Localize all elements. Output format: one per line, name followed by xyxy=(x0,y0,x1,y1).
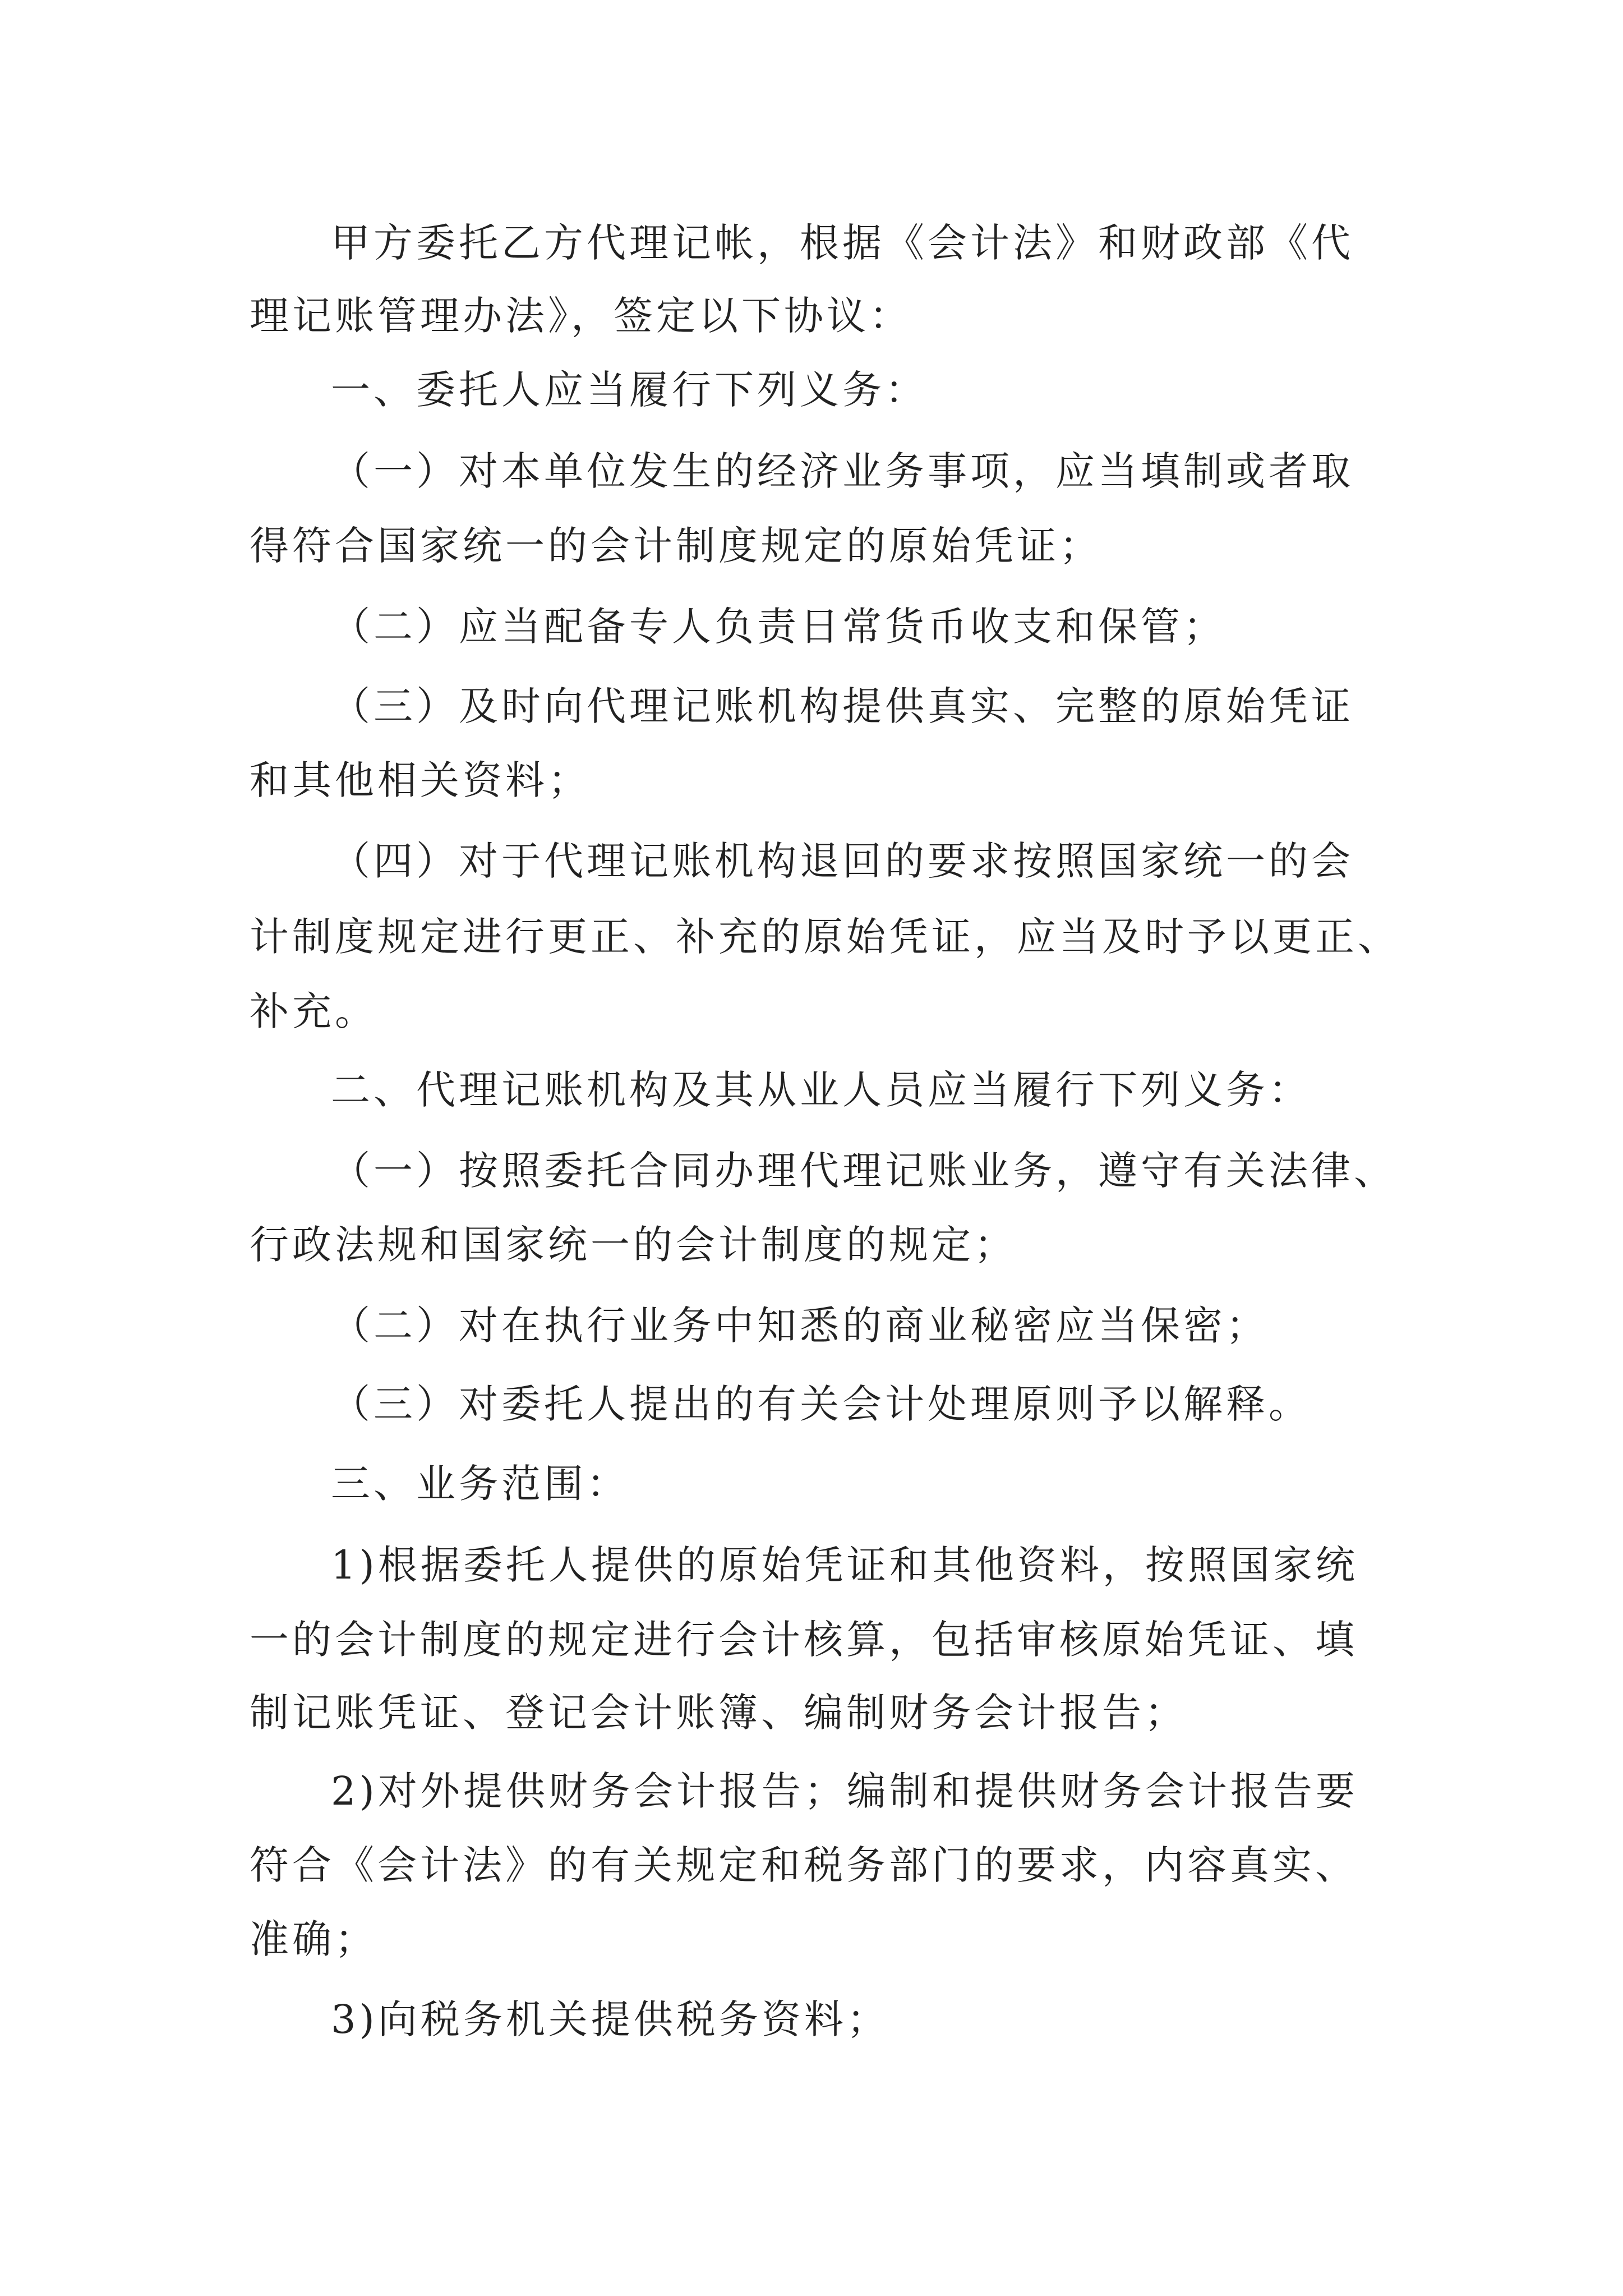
text-line: 二、代理记账机构及其从业人员应当履行下列义务： xyxy=(331,1067,1311,1113)
text-line: 甲方委托乙方代理记帐，根据《会计法》和财政部《代 xyxy=(331,220,1354,266)
text-line: 和其他相关资料； xyxy=(250,757,591,803)
text-line: 行政法规和国家统一的会计制度的规定； xyxy=(250,1222,1017,1268)
text-line: （三）对委托人提出的有关会计处理原则予以解释。 xyxy=(331,1381,1311,1427)
text-line: 2)对外提供财务会计报告；编制和提供财务会计报告要 xyxy=(331,1768,1358,1814)
text-line: 3)向税务机关提供税务资料； xyxy=(331,1996,889,2042)
text-line: 一、委托人应当履行下列义务： xyxy=(331,367,928,413)
text-line: 理记账管理办法》，签定以下协议： xyxy=(250,293,912,339)
text-line: （三）及时向代理记账机构提供真实、完整的原始凭证 xyxy=(331,683,1354,729)
text-line: 制记账凭证、登记会计账簿、编制财务会计报告； xyxy=(250,1690,1187,1736)
text-line: （二）对在执行业务中知悉的商业秘密应当保密； xyxy=(331,1303,1269,1349)
text-line: 计制度规定进行更正、补充的原始凭证，应当及时予以更正、 xyxy=(250,914,1400,960)
text-line: 1)根据委托人提供的原始凭证和其他资料，按照国家统 xyxy=(331,1542,1358,1588)
text-line: 得符合国家统一的会计制度规定的原始凭证； xyxy=(250,523,1102,569)
text-line: 一的会计制度的规定进行会计核算，包括审核原始凭证、填 xyxy=(250,1617,1358,1663)
text-line: （一）按照委托合同办理代理记账业务，遵守有关法律、 xyxy=(331,1148,1396,1194)
text-line: 补充。 xyxy=(250,988,377,1034)
text-line: （四）对于代理记账机构退回的要求按照国家统一的会 xyxy=(331,838,1354,884)
text-line: （二）应当配备专人负责日常货币收支和保管； xyxy=(331,604,1226,650)
text-line: 符合《会计法》的有关规定和税务部门的要求，内容真实、 xyxy=(250,1842,1358,1888)
text-line: 三、业务范围： xyxy=(331,1461,629,1507)
text-line: （一）对本单位发生的经济业务事项，应当填制或者取 xyxy=(331,448,1354,494)
text-line: 准确； xyxy=(250,1916,377,1962)
